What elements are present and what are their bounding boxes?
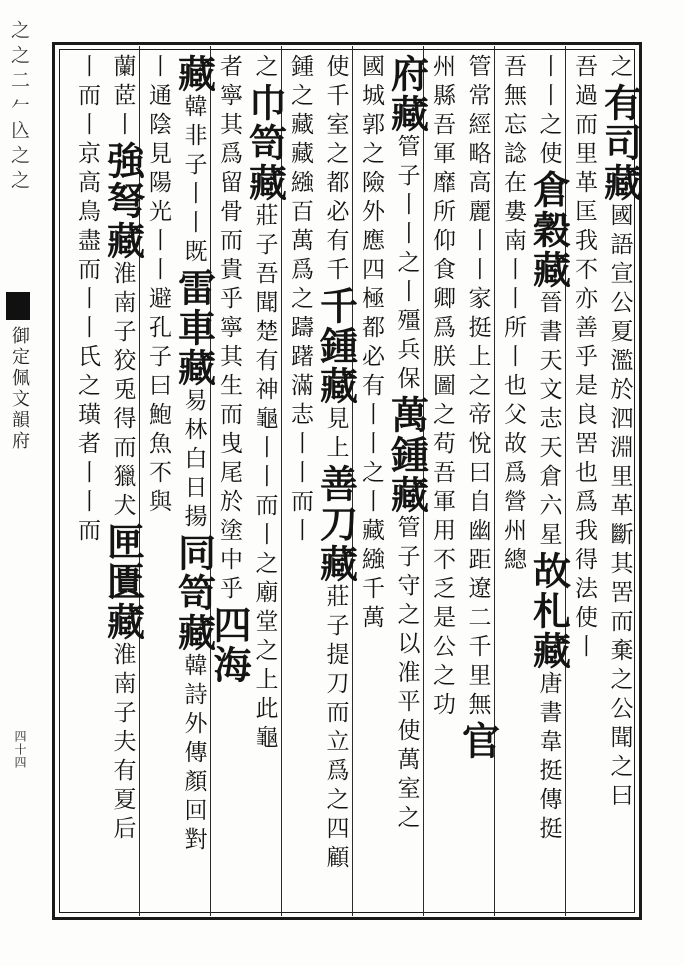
entry-text: 見上 — [322, 406, 349, 464]
entry-headword: 有司藏 — [597, 83, 643, 203]
entry-text: 丨通陰見陽光丨丨避孔子曰鮑魚不與 — [145, 54, 171, 518]
column-continuation: 之 — [606, 54, 633, 83]
entry-text: 管子守之以准平使萬室之 — [393, 515, 420, 834]
entry-headword: 同笥藏 — [171, 533, 217, 653]
entry-text: 蘭茝丨 — [109, 54, 136, 141]
entry-text: 韓詩外傳顏回對 — [180, 653, 207, 856]
entry-headword: 藏 — [171, 54, 217, 94]
entry-text: 吾無忘諗在婁南丨丨所丨也父故爲營州總 — [500, 54, 526, 576]
entry-text: 吾過而里革匡我不亦善乎是良罟也爲我得法使丨 — [571, 54, 597, 663]
entry-text: 國城郭之險外應四極都必有丨丨之丨藏繈千萬 — [358, 54, 384, 634]
book-title: 御定佩文韻府 — [9, 326, 30, 452]
fishtail-mark-icon — [6, 292, 30, 320]
entry-text: 國語宣公夏濫於泗淵里革斷其罟而棄之公聞之曰 — [606, 203, 633, 812]
entry-text: 莊子提刀而立爲之四顧 — [322, 584, 349, 874]
entry-text: 唐書韋挺傳挺 — [535, 671, 562, 845]
entry-text: 丨而丨京高鳥盡而丨丨氏之璜者丨丨而 — [74, 54, 100, 547]
entry-headword: 倉穀藏 — [526, 170, 572, 290]
entry-text: 晉書天文志天倉六星 — [535, 290, 562, 551]
entry-text: 淮南子狡兎得而獵犬 — [109, 261, 136, 522]
entry-text: 管子丨丨之丨殭兵保 — [393, 134, 420, 395]
entry-headword: 強弩藏 — [100, 141, 146, 261]
entry-headword: 官 — [455, 721, 501, 761]
entry-headword: 千鍾藏 — [313, 286, 359, 406]
entry-text: 丨丨之使 — [535, 54, 562, 170]
entry-headword: 萬鍾藏 — [384, 395, 430, 515]
entry-text: 莊子吾聞楚有神龜丨丨而丨之廟堂之上此龜 — [251, 203, 278, 754]
entry-text: 淮南子夫有夏后 — [109, 642, 136, 845]
entry-text: 管常經略高麗丨丨家挺上之帝悅曰自幽距遼二千里無 — [464, 54, 491, 721]
entry-text: 鍾之藏藏繈百萬爲之躊躇滿志丨丨而丨 — [287, 54, 313, 547]
entry-headword: 善刀藏 — [313, 464, 359, 584]
entry-headword: 巾笥藏 — [242, 83, 288, 203]
entry-headword: 府藏 — [384, 54, 430, 134]
margin-top-text: 之之二𠂉兦之之 — [8, 20, 30, 195]
entry-text: 使千室之都必有千 — [322, 54, 349, 286]
entry-text: 者寧其爲留骨而貴乎寧其生而曳尾於塗中乎 — [216, 54, 242, 605]
entry-headword: 四海 — [207, 605, 252, 685]
column-continuation: 之 — [251, 54, 278, 83]
entry-text: 州縣吾軍靡所仰食卿爲朕圖之苟吾軍用不乏是公之功 — [429, 54, 455, 721]
entry-headword: 雷車藏 — [171, 268, 217, 388]
entry-headword: 匣匱藏 — [100, 522, 146, 642]
text-column — [62, 54, 110, 916]
entry-text: 韓非子丨丨既 — [180, 94, 207, 268]
entry-headword: 故札藏 — [526, 551, 572, 671]
entry-text: 易林白日揚 — [180, 388, 207, 533]
folio-number: 四十四 — [13, 730, 27, 769]
